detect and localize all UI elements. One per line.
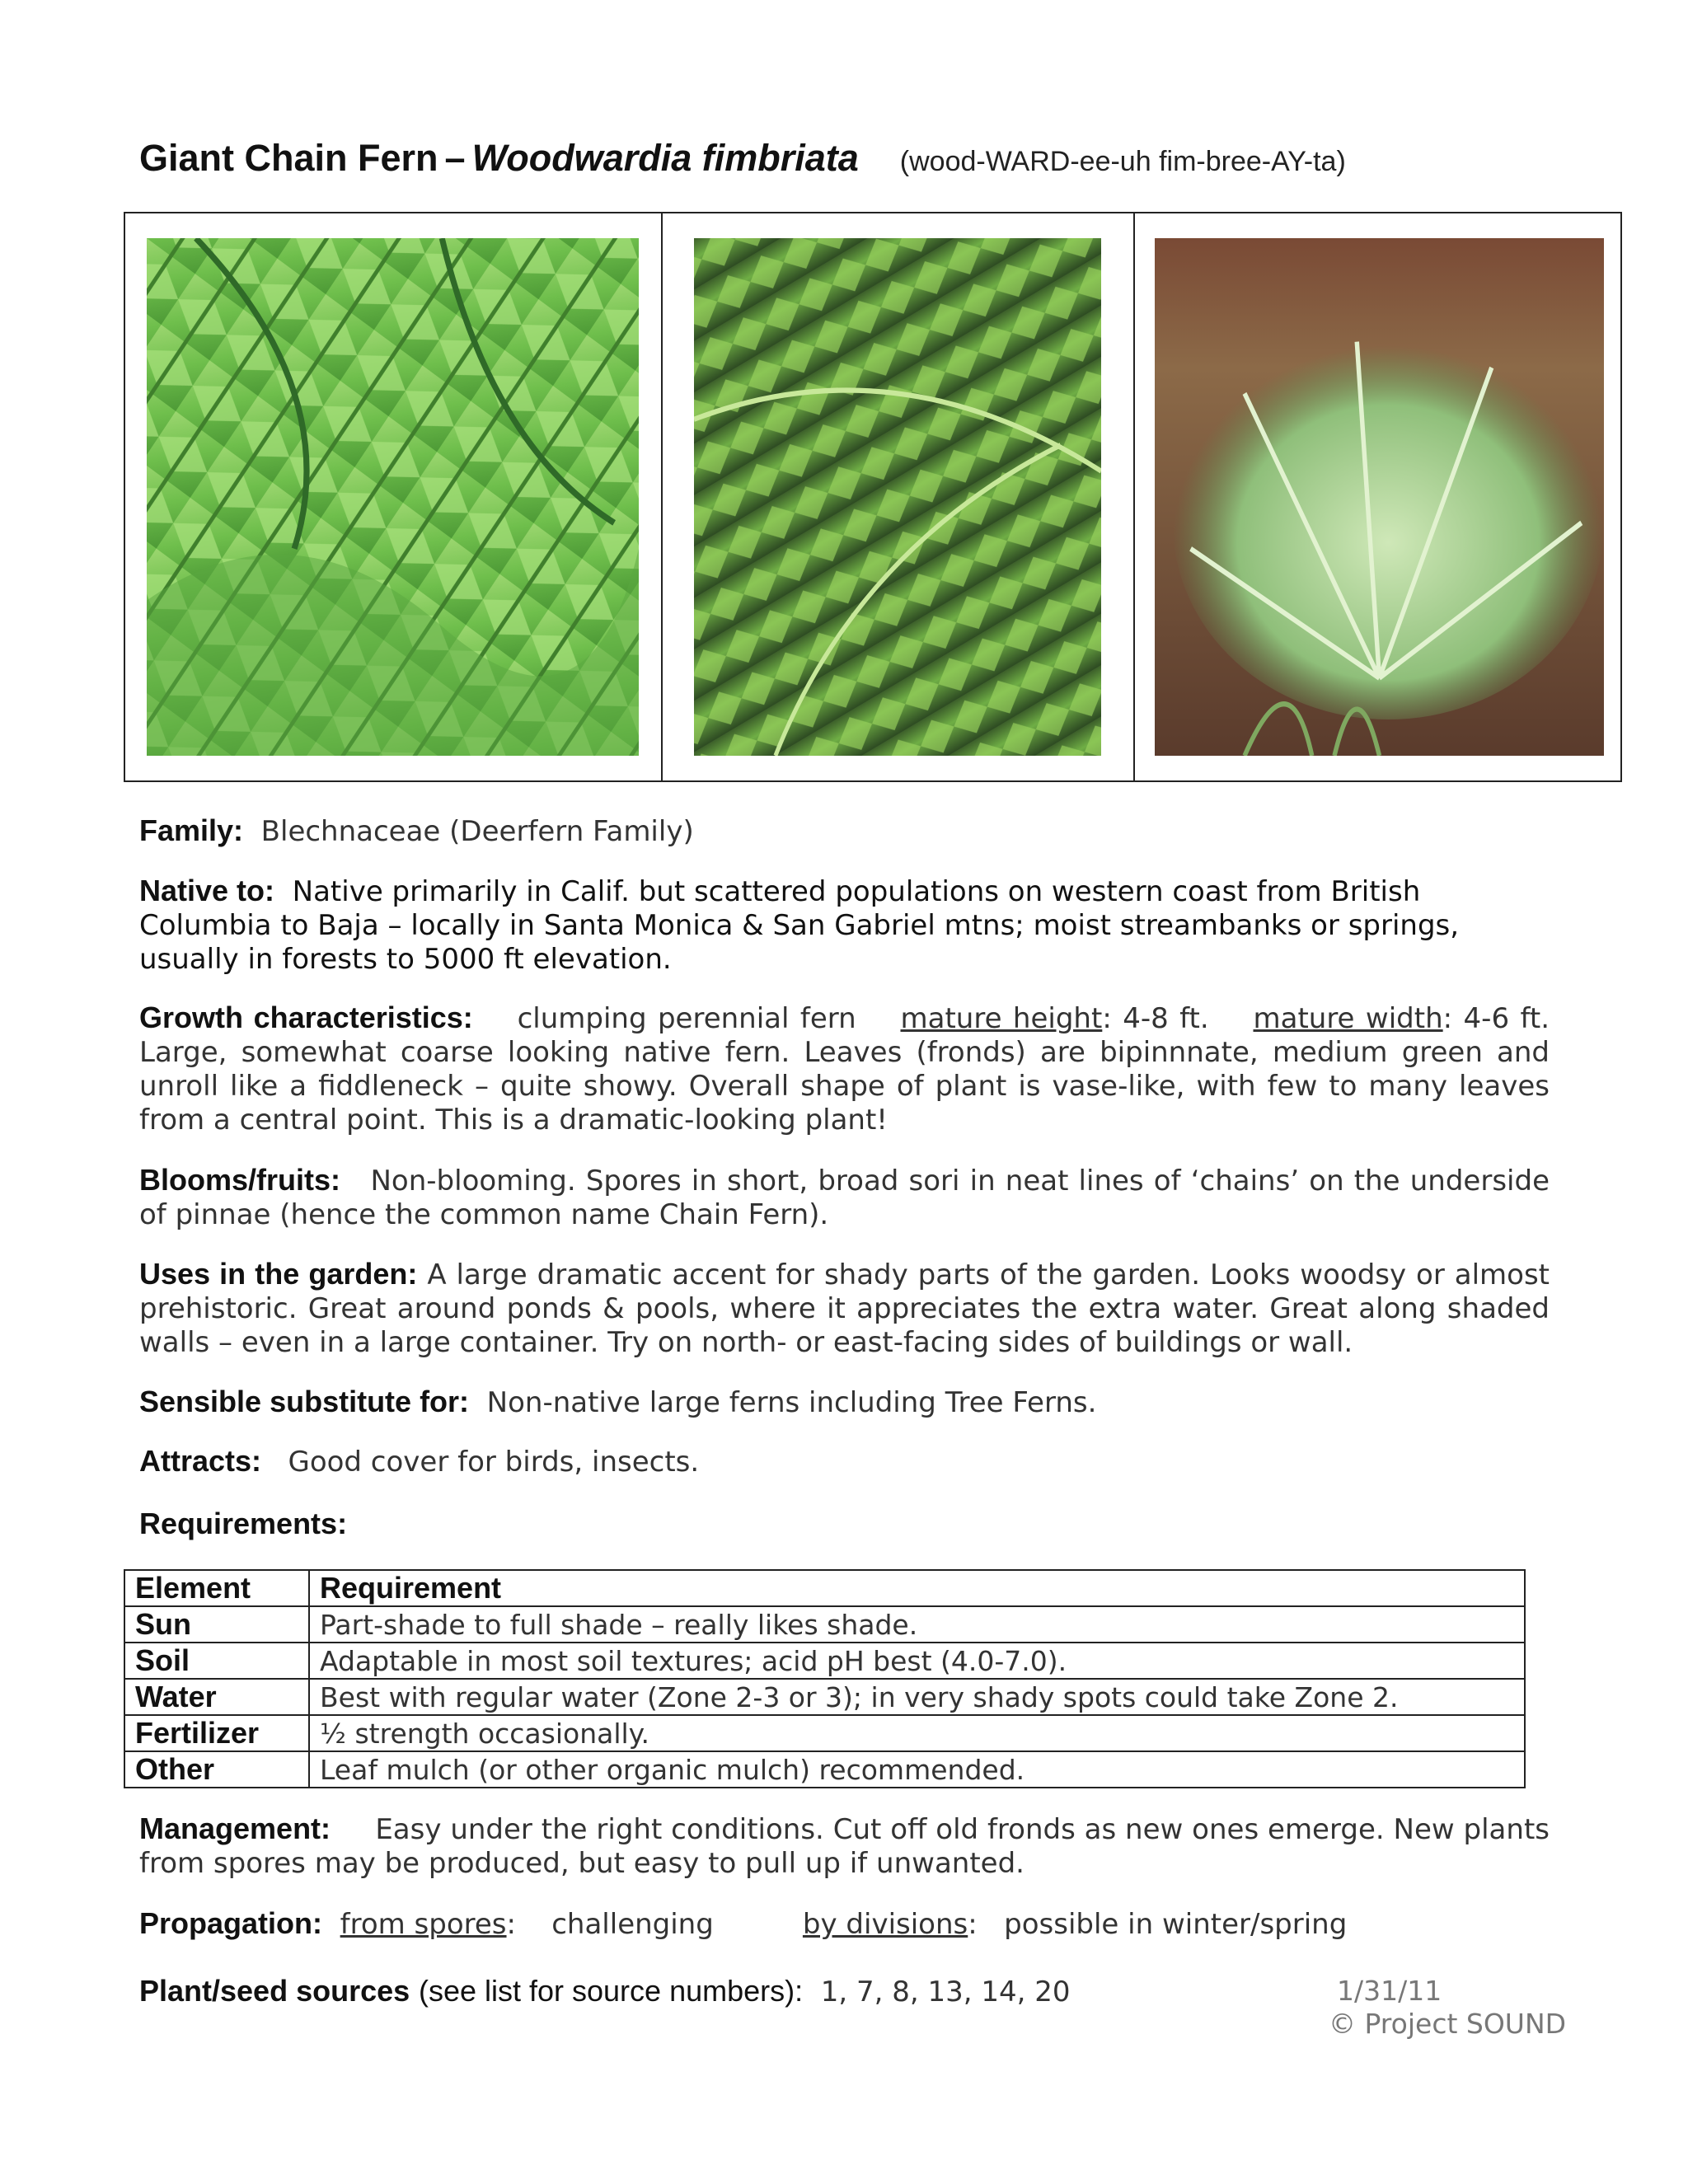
substitute-text: Non-native large ferns including Tree Ferns. xyxy=(486,1386,1097,1419)
propagation-section: Propagation: from spores: challenging by divisions: possible in winter/spring xyxy=(139,1906,1348,1941)
family-text: Blechnaceae (Deerfern Family) xyxy=(260,815,694,848)
requirement-cell: Leaf mulch (or other organic mulch) recommended. xyxy=(309,1751,1525,1788)
table-header-row xyxy=(124,1570,1525,1606)
growth-section xyxy=(139,1001,1550,1137)
growth-label: Growth characteristics: xyxy=(139,1001,473,1034)
requirements-section xyxy=(139,1507,1550,1542)
uses-label: Uses in the garden: xyxy=(139,1257,418,1291)
management-section xyxy=(139,1811,1550,1881)
substitute-label: Sensible substitute for: xyxy=(139,1385,470,1418)
divisions-value: possible in winter/spring xyxy=(1004,1908,1348,1941)
attracts-label: Attracts: xyxy=(139,1444,262,1478)
blooms-label: Blooms/fruits: xyxy=(139,1163,341,1197)
table-row xyxy=(124,1643,1525,1679)
common-name: Giant Chain Fern xyxy=(139,137,438,179)
requirement-cell: Part-shade to full shade – really likes shade. xyxy=(309,1606,1525,1643)
uses-text: A large dramatic accent for shady parts of the garden. Looks woodsy or almost prehistoric. Great around ponds & pools, where it appreciates the extra water. Great along shaded walls – even in a large container. Try on north- or east-facing sides of buildings or wall. xyxy=(139,1258,1550,1359)
requirements-table xyxy=(124,1569,1526,1788)
element-cell: Sun xyxy=(124,1606,309,1643)
mature-height-label: mature height xyxy=(900,1002,1103,1035)
requirements-label: Requirements: xyxy=(139,1507,348,1540)
footer-copyright: © Project SOUND xyxy=(1329,2008,1567,2040)
management-label: Management: xyxy=(139,1811,331,1845)
substitute-section xyxy=(139,1385,1550,1420)
family-label: Family: xyxy=(139,813,244,847)
management-text: Easy under the right conditions. Cut off old fronds as new ones emerge. New plants from spores may be produced, but easy to pull up if unwanted. xyxy=(139,1813,1550,1880)
spores-value: challenging xyxy=(551,1908,714,1941)
divisions-label: by divisions xyxy=(802,1908,968,1941)
uses-section xyxy=(139,1257,1550,1360)
blooms-text: Non-blooming. Spores in short, broad sori in neat lines of ‘chains’ on the underside of pinnae (hence the common name Chain Fern). xyxy=(139,1165,1550,1231)
sources-numbers: 1, 7, 8, 13, 14, 20 xyxy=(820,1975,1071,2008)
element-cell: Soil xyxy=(124,1643,309,1679)
fern-plant-photo xyxy=(1155,238,1604,756)
sources-note: (see list for source numbers): xyxy=(418,1974,804,2008)
attracts-text: Good cover for birds, insects. xyxy=(288,1446,700,1479)
family-section xyxy=(139,813,1550,849)
photo-strip xyxy=(124,212,1622,782)
table-row xyxy=(124,1606,1525,1643)
growth-habit: clumping perennial fern xyxy=(517,1002,856,1035)
photo-cell-3 xyxy=(1133,213,1625,780)
growth-text: Large, somewhat coarse looking native fern. Leaves (fronds) are bipinnnate, medium green and unroll like a fiddleneck – quite showy. Overall shape of plant is vase-like, with few to many leaves from a central point. This is a dramatic-looking plant! xyxy=(139,1036,1550,1137)
requirement-cell: ½ strength occasionally. xyxy=(309,1715,1525,1751)
requirement-cell: Best with regular water (Zone 2-3 or 3); in very shady spots could take Zone 2. xyxy=(309,1679,1525,1715)
blooms-section xyxy=(139,1163,1550,1232)
table-header-requirement: Requirement xyxy=(309,1570,1525,1606)
footer-date: 1/31/11 xyxy=(1337,1975,1442,2007)
table-row xyxy=(124,1751,1525,1788)
native-to-text: Native primarily in Calif. but scattered populations on western coast from British Columbia to Baja – locally in Santa Monica & San Gabriel mtns; moist streambanks or springs, usually in forests to 5000 ft elevation. xyxy=(139,875,1460,976)
sources-label: Plant/seed sources xyxy=(139,1974,410,2008)
scientific-name: Woodwardia fimbriata xyxy=(471,137,859,179)
table-row xyxy=(124,1679,1525,1715)
title-dash: – xyxy=(444,137,466,179)
table-row xyxy=(124,1715,1525,1751)
page-title xyxy=(139,137,1346,180)
element-cell: Other xyxy=(124,1751,309,1788)
photo-cell-1 xyxy=(125,213,661,780)
mature-width-label: mature width xyxy=(1253,1002,1443,1035)
element-cell: Water xyxy=(124,1679,309,1715)
pronunciation: (wood-WARD-ee-uh fim-bree-AY-ta) xyxy=(899,146,1346,177)
spores-label: from spores xyxy=(340,1908,507,1941)
requirement-cell: Adaptable in most soil textures; acid pH best (4.0-7.0). xyxy=(309,1643,1525,1679)
propagation-label: Propagation: xyxy=(139,1906,322,1940)
element-cell: Fertilizer xyxy=(124,1715,309,1751)
mature-width-value: : 4-6 ft. xyxy=(1442,1002,1550,1035)
fern-closeup-photo xyxy=(147,238,639,756)
mature-height-value: : 4-8 ft. xyxy=(1102,1002,1209,1035)
native-to-section xyxy=(139,874,1524,977)
native-to-label: Native to: xyxy=(139,874,275,907)
photo-cell-2 xyxy=(661,213,1135,780)
fern-fronds-photo xyxy=(694,238,1101,756)
table-header-element: Element xyxy=(124,1570,309,1606)
attracts-section xyxy=(139,1444,1550,1479)
